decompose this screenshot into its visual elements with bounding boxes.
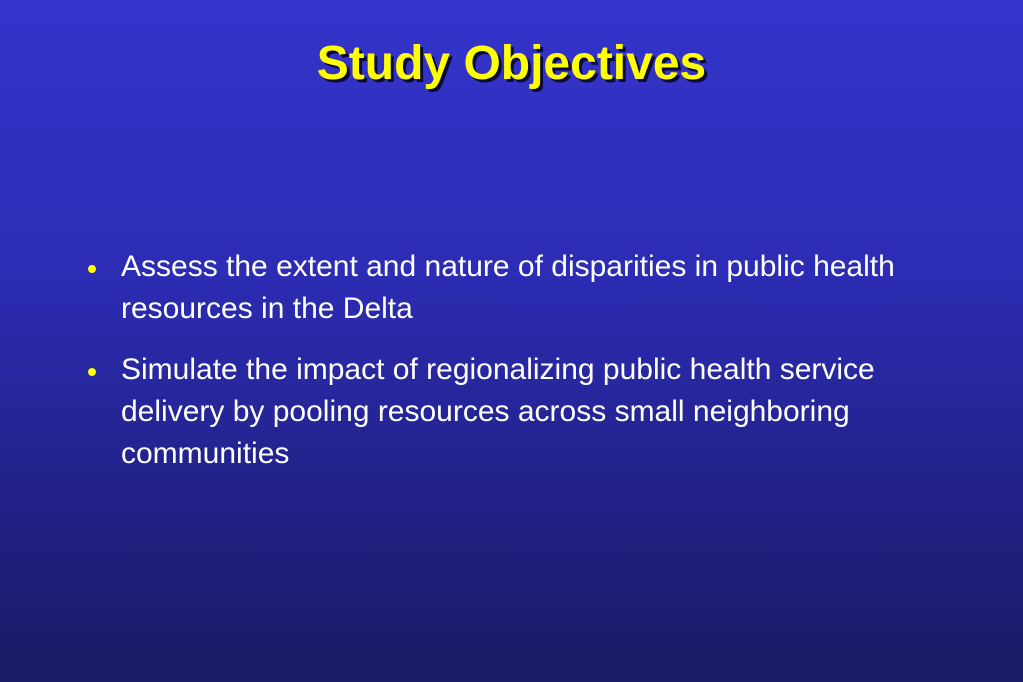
bullet-text: Assess the extent and nature of disparities in public health resources in the Delta — [121, 250, 895, 325]
list-item — [88, 246, 948, 330]
objective-list — [88, 246, 948, 494]
slide-title: Study Objectives — [316, 37, 707, 90]
round-bullet-icon — [88, 368, 96, 376]
bullet-text: Simulate the impact of regionalizing public health service delivery by pooling resources across small neighboring communities — [121, 353, 875, 470]
list-item — [88, 349, 948, 475]
round-bullet-icon — [88, 265, 96, 273]
